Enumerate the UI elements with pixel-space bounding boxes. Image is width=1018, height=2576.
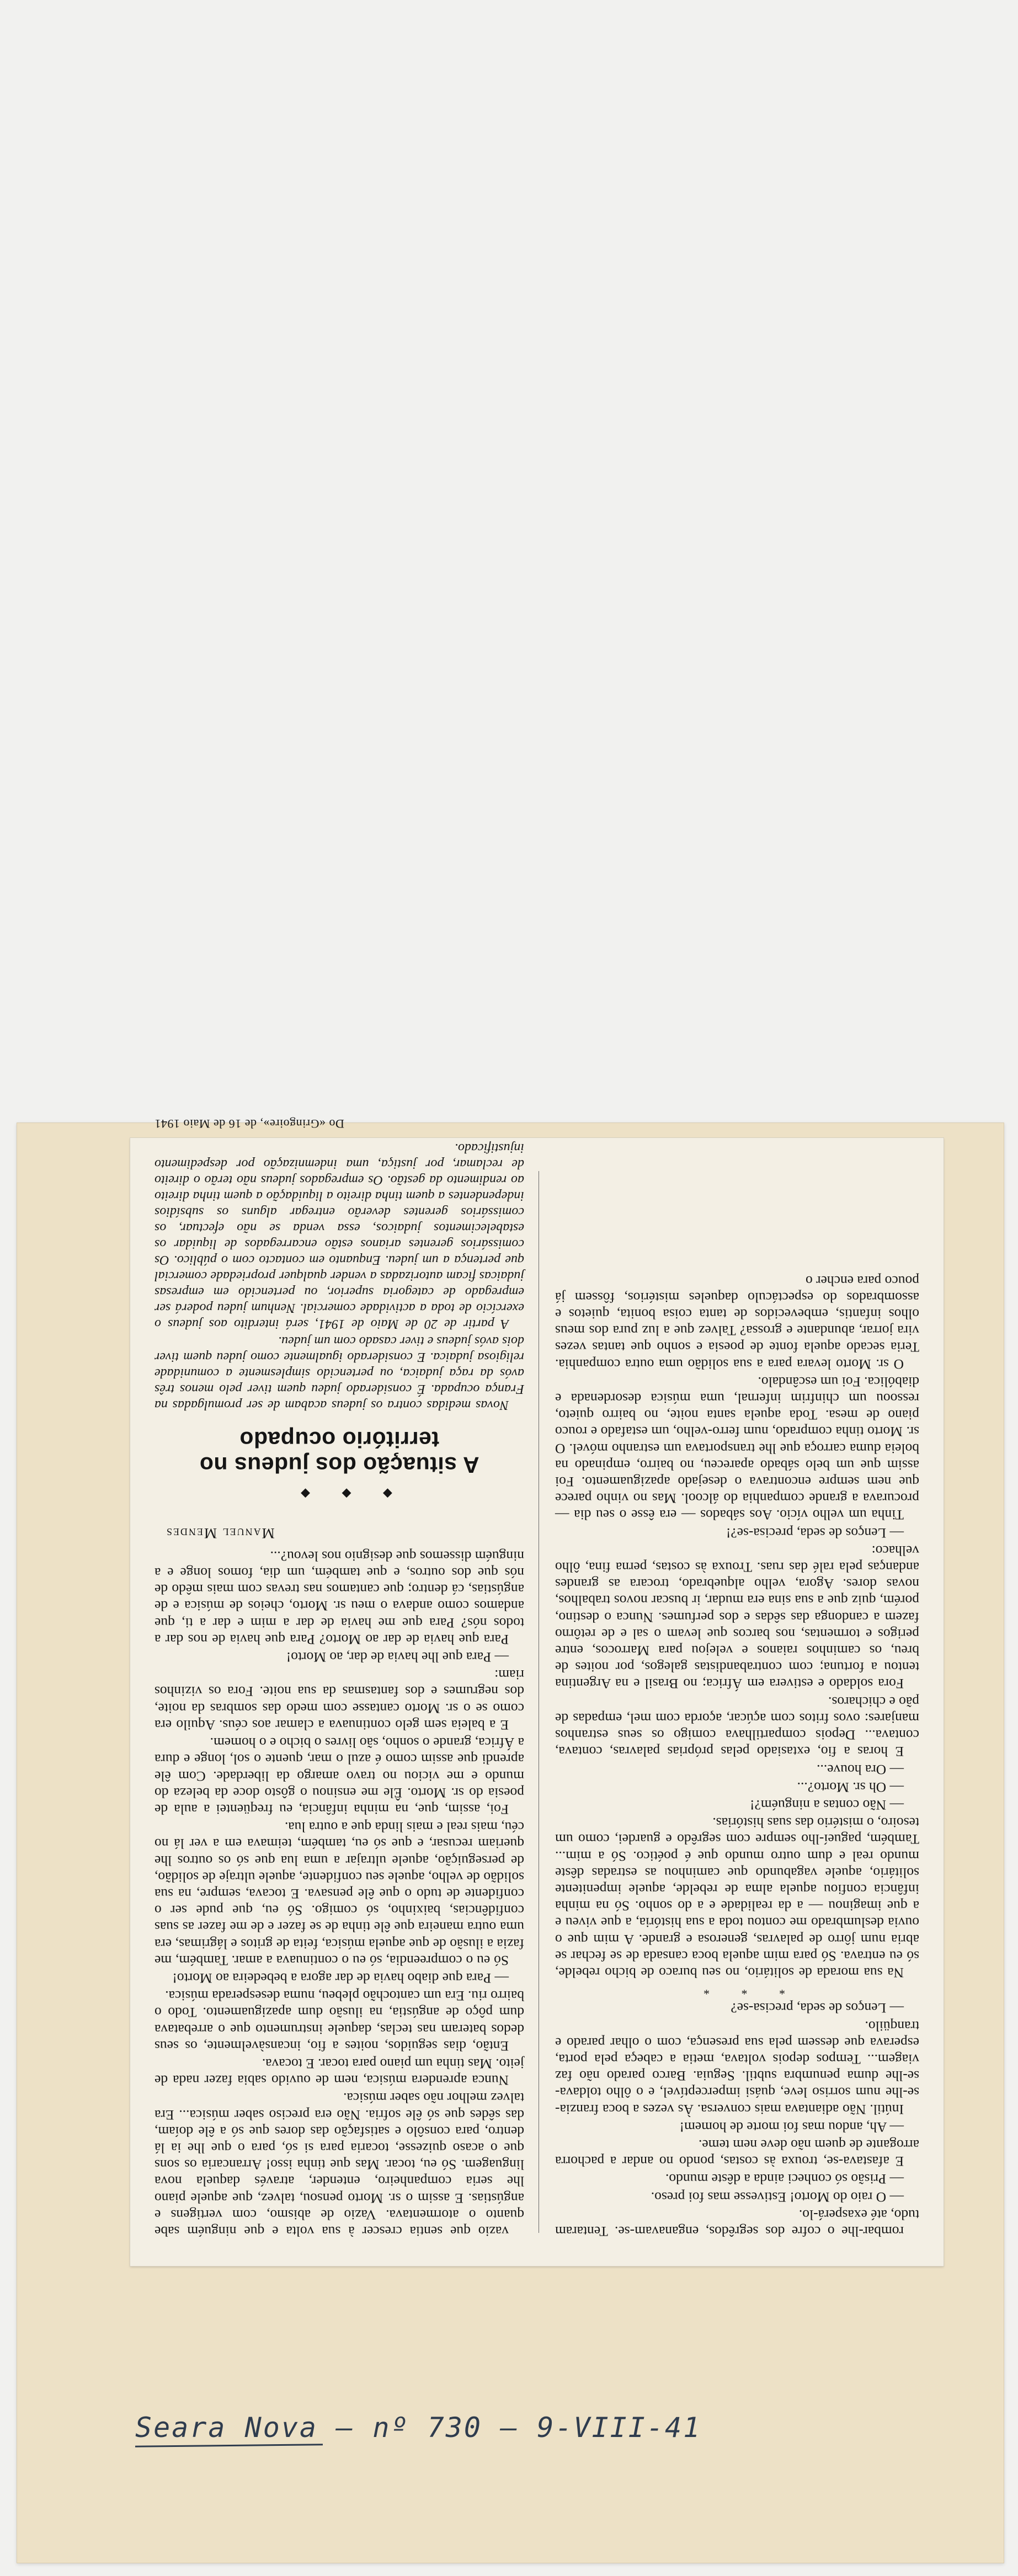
archive-card — [17, 1117, 1004, 2563]
paragraph: E a baleia sem gelo continuava a clamar aos céus. Aquilo era como se o sr. Morto cantasse com medo das sombras da noite, dos negrumes e dos fantasmas da sua noite. Fora os vizinhos riam: — [154, 1667, 524, 1733]
paragraph: — Lenços de seda, precisa-se?! — [726, 1525, 904, 1541]
clipping-upside-down — [130, 1117, 944, 2266]
paragraph: Fora soldado e estivera em África; no Brasil e na Argentina tentou a fortuna; com contrabandistas galegos, por noites de breu, os caminhos raianos e velejou para Marrocos, entre perigos e tormentas, nos barcos que levam o sal e de retôrno fazem a candonga das sêdas e dos perfumes. Nunca o destino, porém, quiz que a sua sina era mudar, ir buscar novos trabalhos, novas dores. Agora, velho alquebrado, trocara as grandes andanças pela ralé das ruas. Trouxa às costas, perna fina, ôlho velhaco: — [555, 1542, 919, 1692]
paragraph: Só eu o compreendia, só eu o continuava a amar. Também, me fazia a ilusão de que aquela música, feita de gritos e lágrimas, era uma outra maneira que êle tinha de se fazer e de me fazer as suas confidências, baixinho, só comigo. Só eu, que pude ser o confidente de tudo o que êle pensava. E tocava, sempre, na sua solidão de velho, aquele seu confidente, aquele ultraje de solidão, de perseguição, aquele ultrajar a uma lua que só os outros lhe queriam recusar, e que só eu, também, teimava em a ver lá no céu, mais real e mais linda que a outra lua. — [154, 1819, 524, 1969]
paragraph: Nunca aprendera música, nem de ouvido sabia fazer nada de jeito. Mas tinha um piano para tocar. E tocava. — [154, 2055, 524, 2089]
paragraph: Tinha um velho vício. Aos sábados — era êsse o seu dia — procurava a grande companhia do álcool. Mas no vinho parece que nem sempre encontrava o desejado apaziguamento. Foi assim que um belo sábado apareceu, no bairro, empinado na boleia duma carroça que lhe transportava um estranho móvel. O sr. Morto tinha comprado, num ferro-velho, um estafado e rouco piano de mesa. Toda aquela santa noite, no bairro quieto, ressoou um chinfrim infernal, uma música desordenada e diabólica. Foi um escândalo. — [555, 1373, 919, 1524]
paragraph: — Lenços de seda, precisa-se? — [731, 2000, 904, 2017]
paragraph: Na sua morada de solitário, no seu buraco de bicho rebelde, só eu entrava. Só para mim aquela boca cansada de se fechar se abria num jôrro de palavras, generosa e grande. A mim que o ouvia deslumbrado me contou toda a sua história, a que viveu e a que imaginou — a da realidade e a do sonho. Só na minha infância confiou aquela alma de rebelde, aquele impenitente solitário, aquele vagabundo que caminhou as estradas dêste mundo real e dum outro mundo que é poético. Só a mim... Também, pagueí-lho sempre com segrêdo e guardei, como um tesoiro, o mistério das suas histórias. — [555, 1815, 919, 1981]
paragraph: vazio que sentia crescer à sua volta e que ninguém sabe quanto o atormentava. Vazio de abismo, com vertigens e angústias. E assim o sr. Morto pensou, talvez, que aquele piano lhe seria companheiro, entender, através daquela nova linguagem. Só eu, tocar. Mas que tinha isso! Arrancaria os sons que o acaso quizesse, tocaria para si só, para o que lhe ia lá dentro, para consôlo e satisfação das dores que só a êle doíam, das sêdes que só êle sofria. Não era preciso saber música... Era talvez melhor não saber música. — [154, 2090, 524, 2240]
paragraph: A partir de 20 de Maio de 1941, será interdito aos judeus o exercício de toda a actividade comercial. Nenhum judeu poderá ser empregado de categoria superior, ou pertencido em empresas judaicas ficam autorizadas a vender qualquer propriedade comercial que pertença a um judeu. Enquanto em contacto com o público. Os comissários gerentes arianos estão encarregados de liquidar os estabelecimentos judaicos, essa venda se não efectuar, os comissários gerentes deverão entregar alguns os subsídios independentes a quem tinha direito a liquidação a quem tinha direito ao rendimento da gestão. Os empregados judeus não terão o direito de reclamar, por justiça, uma indemnização por despedimento injustificado. — [154, 1141, 524, 1332]
paragraph: Foi, assim, que, na minha infância, eu freqüentei a aula de poesia do sr. Morto. Êle me ensinou o gôsto doce da beleza do mundo e me viciou no travo amargo da liberdade. Com êle aprendi que assim como é azul o mar, quente o sol, longe e dura a África, grande o sonho, são livres o bicho e o homem. — [154, 1735, 524, 1818]
paragraph: Inútil. Não adiantava mais conversa. Às vezes a boca franzia-se-lhe num sorriso leve, quási imperceptível, e o ôlho toldava-se-lhe duma penumbra subtil. Seguia. Barco parado não faz viagem... Tempos depois voltava, metia a cabeça pela porta, esperava que dessem pela sua presença, com o olhar parado e tranqüilo. — [555, 2018, 919, 2118]
story-separator: * * * — [689, 1984, 785, 1998]
column-left — [555, 1164, 919, 2240]
paragraph: Então, dias seguidos, noites a fio, incansàvelmente, os seus dedos bateram nas teclas, daquele instrumento que o arrebatava dum pôço de angústia, na ilusão dum apaziguamento. Todo o bairro riu. Era um cantochão plebeu, numa desesperada música. — [154, 1988, 524, 2054]
headline: A situação dos judeus no território ocupado — [199, 1427, 479, 1478]
paragraph: — Prisão só conheci ainda a dêste mundo. — [665, 2171, 904, 2188]
handwritten-annotation — [135, 2405, 742, 2455]
paragraph: — Oh sr. Morto?... — [797, 1779, 904, 1795]
newspaper-clipping — [130, 1117, 944, 2266]
paragraph: rombar-lhe o cofre dos segrêdos, enganavam-se. Tentaram tudo, até exasperá-lo. — [555, 2206, 919, 2240]
paragraph: Novas medidas contra os judeus acabam de ser promulgadas na França ocupada. É considerado judeu quem tiver pelo menos três avós da raça judaica, ou pertencido simplesmente a comunidade religiosa judaica. E considerado igualmente como judeu quem tiver dois avós judeus e tiver casado com um judeu. — [154, 1334, 524, 1413]
paragraph: — O raio do Morto! Estivesse mas foi preso. — [651, 2189, 904, 2205]
column-right — [154, 1117, 524, 2240]
ornament-divider: ◆ ◆ ◆ — [286, 1487, 392, 1501]
paragraph: E horas a fio, extasiado pelas próprias palavras, contava, contava... Depois compartilhava comigo os seus estranhos manjares: ovos fritos com açúcar, açorda com mel, empadas de pão e chicharos. — [555, 1693, 919, 1760]
notice-body — [154, 1140, 524, 1413]
paragraph: — Para que diabo havia de dar agora a bebedeira ao Morto! — [172, 1970, 509, 1986]
paragraph: — Para que lhe havia de dar, ao Morto! — [286, 1649, 509, 1666]
paragraph: E afastava-se, trouxa às costas, pondo no andar a pachorra arrogante de quem não deve nem teme. — [555, 2136, 919, 2170]
paragraph: — Ora houve... — [817, 1761, 904, 1778]
paragraph: — Não contas a ninguém?! — [750, 1797, 904, 1813]
paragraph: Para que havia de dar ao Morto? Para que havia de nos dar a todos nós? Para que me havia de dar a mim e dar a ti, que andamos como andava o meu sr. Morto, cheios de música e de angústias, cá dentro; que cantamos nas trevas com mais mêdo de nós que dos outros, e que também, um dia, fomos longe e a ninguém dissemos que designio nos levou?... — [154, 1548, 524, 1648]
paragraph: — Ah, andou mas foi morte de homem! — [679, 2119, 904, 2135]
author-name: Manuel Mendes — [166, 1525, 275, 1541]
paragraph: O sr. Morto levara para a sua solidão uma outra companhia. Teria secado aquela fonte de poesia e sonho que tantas vezes vira jorrar, abundante e grossa? Talvez que a luz pura dos meus olhos infantis, embevecidos de tanta coisa bonita, quietos e assombrados do espectáculo daqueles mistérios, fôssem já pouco para encher o — [555, 1273, 919, 1372]
notice-source: Do «Gringoire», de 16 de Maio 1941 — [154, 1117, 344, 1131]
handwritten-underline — [135, 2444, 323, 2447]
story-continuation — [154, 1548, 524, 2240]
handwritten-reference: Seara Nova — nº 730 — 9-VIII-41 — [135, 2412, 702, 2444]
